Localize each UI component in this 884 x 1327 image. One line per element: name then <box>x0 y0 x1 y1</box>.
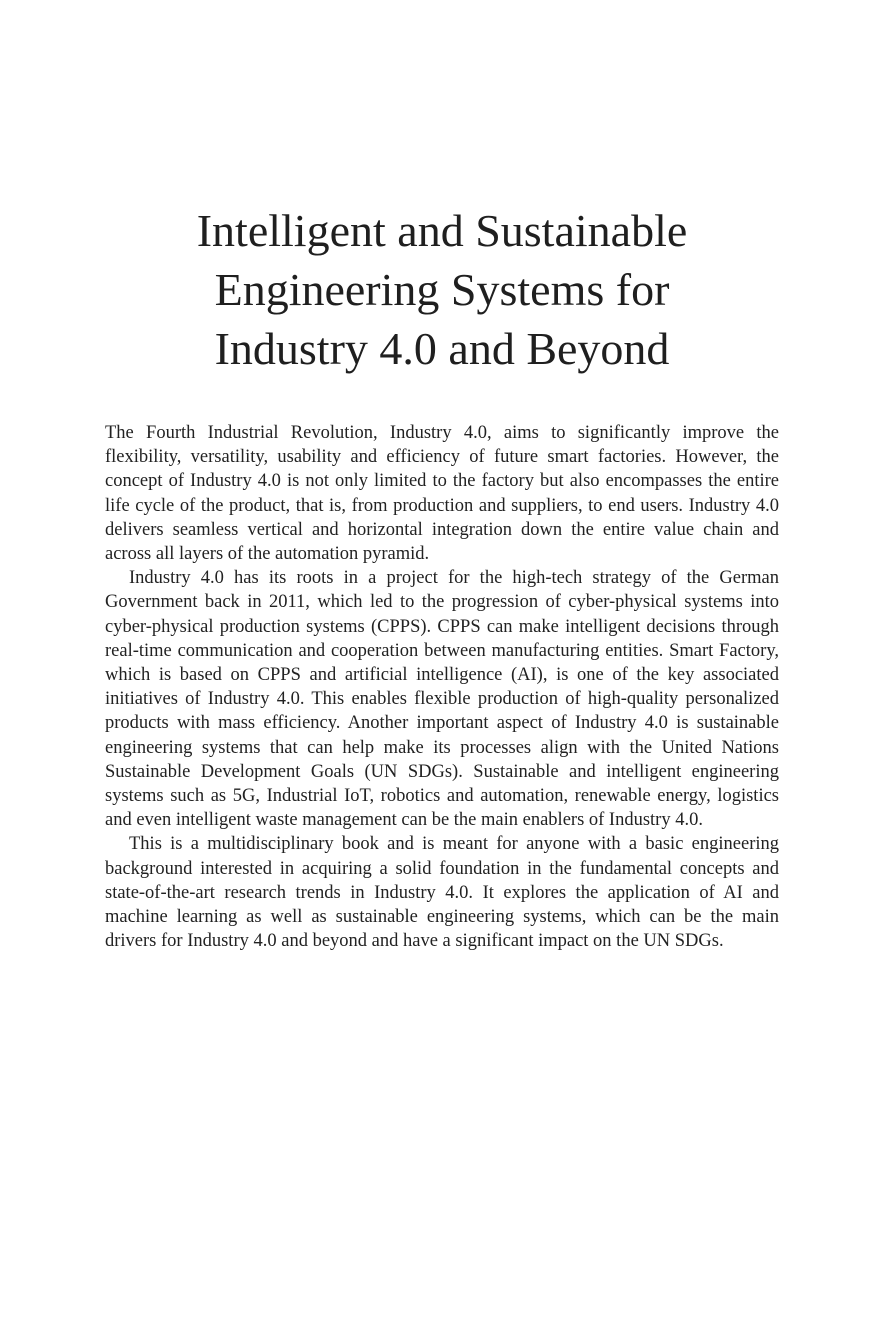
title-line-1: Intelligent and Sustainable <box>196 205 688 256</box>
title-line-2: Engineering Systems for <box>214 264 670 315</box>
book-title <box>0 201 884 378</box>
description-paragraph-2: Industry 4.0 has its roots in a project for the high-tech strategy of the German Government back in 2011, which led to the progression of cyber-physical systems into cyber-physical production systems (CPPS). CPPS can make intelligent decisions through real-time communication and cooperation between manufacturing entities. Smart Factory, which is based on CPPS and artificial intelligence (AI), is one of the key associated initiatives of Industry 4.0. This enables flexible production of high-quality personalized products with mass efficiency. Another important aspect of Industry 4.0 is sustainable engineering systems that can help make its processes align with the United Nations Sustainable Development Goals (UN SDGs). Sustainable and intelligent engineering systems such as 5G, Industrial IoT, robotics and automation, renewable energy, logistics and even intelligent waste management can be the main enablers of Industry 4.0. <box>105 568 779 831</box>
description-paragraph-1: The Fourth Industrial Revolution, Industry 4.0, aims to significantly improve the flexibility, versatility, usability and efficiency of future smart factories. However, the concept of Industry 4.0 is not only limited to the factory but also encompasses the entire life cycle of the product, that is, from production and suppliers, to end users. Industry 4.0 delivers seamless vertical and horizontal integration down the entire value chain and across all layers of the automation pyramid. <box>105 423 779 565</box>
description-paragraph-3: This is a multidisciplinary book and is meant for anyone with a basic engineering background interested in acquiring a solid foundation in the fundamental concepts and state-of-the-art research trends in Industry 4.0. It explores the application of AI and machine learning as well as sustainable engineering systems, which can be the main drivers for Industry 4.0 and beyond and have a significant impact on the UN SDGs. <box>105 834 779 952</box>
book-description <box>105 421 779 953</box>
title-line-3: Industry 4.0 and Beyond <box>214 323 670 374</box>
